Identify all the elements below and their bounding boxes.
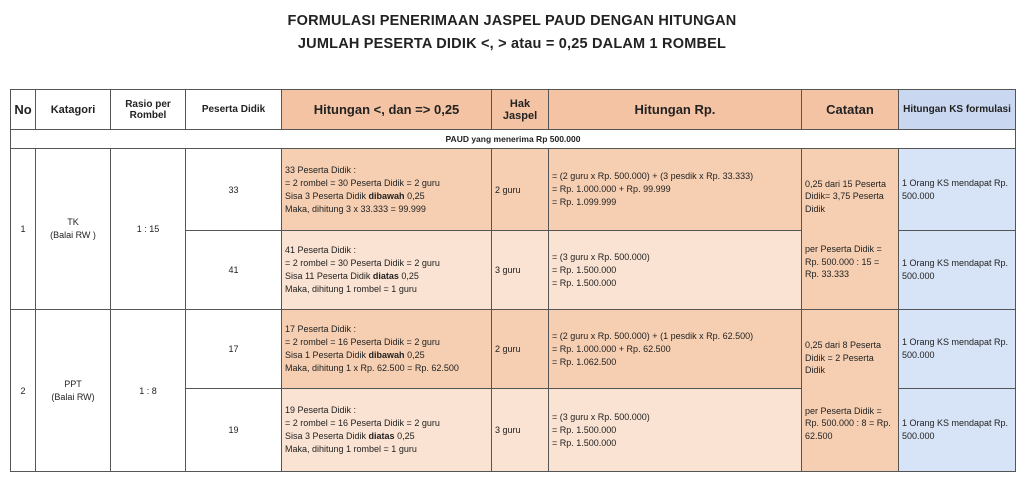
group-rasio: 1 : 15: [111, 149, 186, 310]
katagori-line: TK: [67, 217, 79, 227]
hitungan-rp-text-line: = (2 guru x Rp. 500.000) + (3 pesdik x Rp. 33.333): [552, 171, 754, 181]
hitungan-text-line: 33 Peserta Didik :: [285, 164, 357, 175]
hitungan-text-line: Maka, dihitung 3 x 33.333 = 99.999: [285, 203, 426, 214]
hitungan-rp-text-line: = (3 guru x Rp. 500.000): [552, 251, 650, 262]
hitungan-text: [282, 310, 492, 389]
hitungan-text: [282, 149, 492, 231]
hak-jaspel: 2 guru: [492, 149, 549, 231]
hitungan-text: [282, 389, 492, 472]
group-katagori: [36, 149, 111, 310]
catatan-line: per Peserta Didik = Rp. 500.000 : 15 = Rp. 33.333: [805, 244, 882, 279]
hitungan-rp-text: [549, 149, 802, 231]
group-no: 2: [11, 310, 36, 472]
header-ks-formulasi: Hitungan KS formulasi: [899, 90, 1016, 130]
hitungan-text-line: Sisa 1 Peserta Didik dibawah 0,25: [285, 350, 425, 360]
hitungan-text: [282, 231, 492, 310]
hitungan-text-line: = 2 rombel = 16 Peserta Didik = 2 guru: [285, 337, 440, 347]
hitungan-text-line: Sisa 11 Peserta Didik diatas 0,25: [285, 271, 419, 281]
ks-formulasi: 1 Orang KS mendapat Rp. 500.000: [899, 149, 1016, 231]
header-hak-jaspel: Hak Jaspel: [492, 90, 549, 130]
group-rasio: 1 : 8: [111, 310, 186, 472]
table-row: [11, 310, 1016, 389]
hak-jaspel: 3 guru: [492, 231, 549, 310]
hitungan-rp-text-line: = Rp. 1.099.999: [552, 197, 617, 207]
table-row: [11, 149, 1016, 231]
ks-formulasi: 1 Orang KS mendapat Rp. 500.000: [899, 231, 1016, 310]
peserta-count: 33: [186, 149, 282, 231]
hitungan-text-line: = 2 rombel = 30 Peserta Didik = 2 guru: [285, 258, 440, 268]
jaspel-table: [10, 89, 1016, 472]
hitungan-text-line: = 2 rombel = 16 Peserta Didik = 2 guru: [285, 418, 440, 428]
hitungan-rp-text: [549, 231, 802, 310]
header-hitungan-rp: Hitungan Rp.: [549, 90, 802, 130]
hitungan-text-line: Maka, dihitung 1 x Rp. 62.500 = Rp. 62.500: [285, 363, 459, 373]
hitungan-rp-text-line: = (3 guru x Rp. 500.000): [552, 411, 650, 422]
catatan-line: 0,25 dari 8 Peserta Didik = 2 Peserta Didik: [805, 340, 882, 375]
hitungan-rp-text-line: = Rp. 1.500.000: [552, 277, 617, 288]
katagori-line: PPT: [64, 378, 82, 389]
catatan-note: [802, 149, 899, 310]
catatan-line: 0,25 dari 15 Peserta Didik= 3,75 Peserta Didik: [805, 178, 887, 214]
header-catatan: Catatan: [802, 90, 899, 130]
subheader-paud: PAUD yang menerima Rp 500.000: [11, 130, 1016, 149]
hak-jaspel: 3 guru: [492, 389, 549, 472]
hitungan-rp-text-line: = Rp. 1.000.000 + Rp. 99.999: [552, 184, 671, 194]
katagori-line: (Balai RW ): [50, 230, 96, 240]
hitungan-text-line: Maka, dihitung 1 rombel = 1 guru: [285, 444, 417, 454]
hitungan-rp-text-line: = Rp. 1.000.000 + Rp. 62.500: [552, 343, 671, 354]
hitungan-text-line: = 2 rombel = 30 Peserta Didik = 2 guru: [285, 177, 440, 188]
hitungan-rp-text-line: = Rp. 1.062.500: [552, 356, 617, 367]
document-title-line-1: FORMULASI PENERIMAAN JASPEL PAUD DENGAN HITUNGAN: [287, 13, 737, 29]
hak-jaspel: 2 guru: [492, 310, 549, 389]
header-katagori: Katagori: [36, 90, 111, 130]
hitungan-rp-text-line: = Rp. 1.500.000: [552, 424, 617, 435]
catatan-line: per Peserta Didik = Rp. 500.000 : 8 = Rp. 62.500: [805, 405, 891, 441]
hitungan-text-line: Maka, dihitung 1 rombel = 1 guru: [285, 284, 417, 294]
hitungan-rp-text-line: = Rp. 1.500.000: [552, 437, 617, 448]
group-katagori: [36, 310, 111, 472]
peserta-count: 19: [186, 389, 282, 472]
hitungan-rp-text-line: = (2 guru x Rp. 500.000) + (1 pesdik x Rp. 62.500): [552, 330, 754, 341]
ks-formulasi: 1 Orang KS mendapat Rp. 500.000: [899, 310, 1016, 389]
hitungan-rp-text: [549, 310, 802, 389]
header-peserta: Peserta Didik: [186, 90, 282, 130]
hitungan-text-line: 41 Peserta Didik :: [285, 245, 357, 255]
hitungan-text-line: Sisa 3 Peserta Didik diatas 0,25: [285, 431, 415, 441]
header-rasio: Rasio per Rombel: [111, 90, 186, 130]
hitungan-rp-text: [549, 389, 802, 472]
hitungan-text-line: 17 Peserta Didik :: [285, 324, 357, 334]
peserta-count: 41: [186, 231, 282, 310]
document-title-line-2: JUMLAH PESERTA DIDIK <, > atau = 0,25 DALAM 1 ROMBEL: [297, 36, 727, 52]
catatan-note: [802, 310, 899, 472]
hitungan-text-line: Sisa 3 Peserta Didik dibawah 0,25: [285, 190, 425, 201]
header-no: No: [11, 90, 36, 130]
hitungan-rp-text-line: = Rp. 1.500.000: [552, 264, 617, 275]
header-hitungan: Hitungan <, dan => 0,25: [282, 90, 492, 130]
katagori-line: (Balai RW): [51, 391, 95, 402]
peserta-count: 17: [186, 310, 282, 389]
ks-formulasi: 1 Orang KS mendapat Rp. 500.000: [899, 389, 1016, 472]
group-no: 1: [11, 149, 36, 310]
hitungan-text-line: 19 Peserta Didik :: [285, 405, 357, 415]
